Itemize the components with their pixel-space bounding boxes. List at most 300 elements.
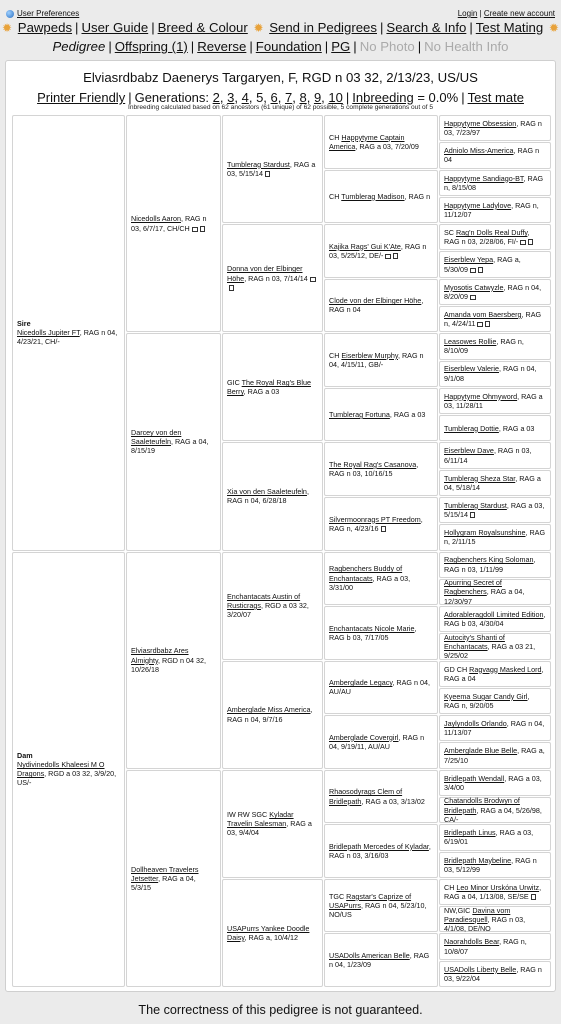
ancestor-text: [17, 328, 120, 346]
printer-friendly-link[interactable]: Printer Friendly: [37, 90, 126, 105]
create-account-link[interactable]: Create new account: [483, 9, 555, 18]
ancestor-text: [329, 787, 433, 805]
ancestor-text: [444, 501, 546, 519]
ancestor-cell-g5: [439, 115, 551, 141]
title-prefix: IW RW SGC: [227, 810, 270, 819]
ancestor-name-link[interactable]: Happytyme Captain America: [329, 132, 405, 151]
ancestor-name-link[interactable]: Apurring Secret of Ragbenchers: [444, 578, 502, 597]
ancestor-name-link[interactable]: Rag'n Dolls Real Duffy: [455, 228, 528, 238]
ancestor-text: [444, 228, 546, 246]
nav-search-info[interactable]: Search & Info: [386, 20, 467, 35]
ancestor-info: , RAG n 03, 5/25/12, DE/-: [329, 241, 427, 260]
ancestor-cell-g5: [439, 688, 551, 714]
reverse-link[interactable]: Reverse: [197, 39, 247, 54]
no-photo-label: No Photo: [359, 39, 415, 54]
ancestor-name-link[interactable]: Adniolo Miss-America: [444, 146, 514, 156]
ancestor-name-link[interactable]: Eiserblew Valerie: [444, 364, 499, 374]
ancestor-text: [17, 760, 120, 788]
ancestor-name-link[interactable]: Tumblerag Stardust: [444, 500, 507, 510]
ancestor-info: , RAG a 03: [498, 423, 535, 433]
ancestor-cell-g4: [324, 224, 438, 278]
ancestor-info: , RAG a, 5/30/09: [444, 255, 521, 274]
ancestor-cell-g5: [439, 415, 551, 441]
ancestor-cell-g5: [439, 170, 551, 196]
ancestor-info: , RAG a 03, 5/15/14: [444, 500, 545, 520]
generation-option-8[interactable]: 8: [299, 90, 307, 105]
nav-breed-colour[interactable]: Breed & Colour: [157, 20, 248, 35]
ancestor-name-link[interactable]: Elviasrdbabz Ares Almighty: [131, 646, 189, 665]
generations-label: Generations:: [134, 90, 210, 105]
ancestor-info: , RAG n 03, 6/7/17, CH/CH: [131, 214, 207, 233]
ancestor-info: , RAG a 03, 3/13/02: [361, 796, 425, 806]
sire-label: Sire: [17, 318, 31, 328]
nav-test-mating[interactable]: Test Mating: [475, 20, 544, 35]
ancestor-text: [444, 828, 546, 846]
ancestor-info: , RAG a 03: [389, 409, 426, 419]
photo-icon[interactable]: [310, 277, 316, 282]
ancestor-cell-g5: [439, 279, 551, 305]
ancestor-text: [444, 883, 546, 901]
ancestor-cell-g4: [324, 552, 438, 606]
ancestor-text: [444, 424, 546, 433]
ancestor-name-link[interactable]: Happytyme Ladylove: [444, 200, 512, 210]
ancestor-text: [444, 856, 546, 874]
ancestor-cell-g2: [126, 333, 221, 550]
nav-send-pedigrees[interactable]: Send in Pedigrees: [269, 20, 377, 35]
ancestor-text: [329, 624, 433, 642]
ancestor-info: , RGD a 03 32, 3/20/07: [227, 600, 309, 620]
ancestor-name-link[interactable]: Nydivinedolls Khaleesi M O Dragons: [17, 760, 105, 779]
ancestor-name-link[interactable]: Happytyme Ohmyword: [444, 391, 518, 401]
ancestor-name-link[interactable]: Bridlepath Wendall: [444, 773, 505, 783]
ancestor-cell-g5: [439, 552, 551, 578]
ancestor-text: [329, 242, 433, 260]
no-health-label: No Health Info: [424, 39, 509, 54]
ancestor-text: [329, 892, 433, 920]
document-icon[interactable]: [200, 226, 205, 232]
ancestor-text: [131, 214, 216, 232]
main-nav: ✹ Pawpeds | User Guide | Breed & Colour ✹ Send in Pedigrees | Search & Info | Test Mating ✹: [2, 20, 559, 35]
ancestor-cell-g4: [324, 824, 438, 878]
ancestor-cell-g5: [439, 142, 551, 168]
ancestor-text: [444, 146, 546, 164]
ancestor-name-link[interactable]: Tumblerag Fortuna: [329, 409, 390, 419]
document-icon[interactable]: [265, 171, 270, 177]
ancestor-info: , RAG n, 8/15/08: [444, 173, 544, 192]
ancestor-name-link[interactable]: Dollheaven Travelers Jetsetter: [131, 864, 199, 883]
ancestor-text: [329, 733, 433, 751]
ancestor-info: , RAG n 03, 7/14/14: [244, 273, 308, 283]
ancestor-name-link[interactable]: Autocity's Shanti of Enchantacats: [444, 632, 505, 651]
ancestor-name-link[interactable]: Myosotis Catwyzle: [444, 282, 504, 292]
ancestor-name-link[interactable]: Eiserblew Murphy: [341, 350, 398, 360]
ancestor-name-link[interactable]: Amberglade Miss America: [227, 705, 311, 715]
ancestor-info: , RAG b 03, 7/17/05: [329, 623, 417, 642]
ancestor-cell-g3: [222, 224, 323, 332]
ancestor-text: [329, 515, 433, 533]
page-title: Elviasrdbabz Daenerys Targaryen, F, RGD n 03 32, 2/13/23, US/US: [83, 70, 478, 85]
ancestor-name-link[interactable]: Ragvagg Masked Lord: [469, 664, 542, 674]
ancestor-cell-g5: [439, 579, 551, 605]
ancestor-text: [444, 119, 546, 137]
ancestor-name-link[interactable]: Adorableragdoll Limited Edition: [444, 610, 544, 619]
ancestor-info: , RAG a 04, 5/18/14: [444, 473, 541, 492]
ancestor-text: [227, 160, 318, 178]
ancestor-cell-g4: [324, 661, 438, 715]
ancestor-info: , RAG n 03, 2/28/06, FI/-: [444, 228, 530, 247]
ancestor-cell-g4: [324, 879, 438, 933]
sun-icon: ✹: [253, 21, 264, 35]
ancestor-cell-g5: [439, 633, 551, 659]
ancestor-text: [444, 692, 546, 710]
ancestor-cell-g5: [439, 470, 551, 496]
ancestor-info: , RAG a 03, 11/28/11: [444, 391, 543, 410]
ancestor-info: , RAG n 04, 9/1/08: [444, 364, 537, 383]
ancestor-cell-g4: [324, 715, 438, 769]
foundation-link[interactable]: Foundation: [255, 39, 322, 54]
ancestor-cell-g4: [324, 933, 438, 987]
ancestor-name-link[interactable]: Leasowes Rollie: [444, 337, 497, 347]
title-prefix: GD CH: [444, 664, 470, 674]
ancestor-info: , RGD a 03 32, 3/9/20, US/-: [17, 769, 117, 788]
ancestor-text: [444, 937, 546, 955]
ancestor-info: , RAG n, 4/23/16: [329, 514, 423, 533]
ancestor-text: [329, 564, 433, 592]
ancestor-info: , RAG a, 7/25/10: [444, 746, 545, 765]
title-prefix: NW,GIC: [444, 905, 473, 915]
ancestor-name-link[interactable]: Kyeema Sugar Candy Girl: [444, 691, 528, 701]
photo-icon[interactable]: [477, 322, 483, 327]
ancestor-info: , RAG a 04, 8/15/19: [131, 437, 209, 456]
ancestor-cell-g3: [222, 552, 323, 660]
ancestor-name-link[interactable]: Chatandolls Brodwyn of Bridlepath: [444, 796, 520, 815]
ancestor-name-link[interactable]: Happytyme Obsession: [444, 118, 517, 128]
ancestor-name-link[interactable]: Hollygram Royalsunshine: [444, 528, 526, 538]
ancestor-cell-g3: [222, 770, 323, 878]
ancestor-info: , RAG n 04, AU/AU: [329, 678, 430, 697]
ancestor-name-link[interactable]: Rhaosodyrags Clem of Bridlepath: [329, 787, 403, 806]
ancestor-text: [444, 965, 546, 983]
ancestor-info: , RAG n 03, 4/1/08, DE/NO: [444, 914, 526, 933]
ancestor-info: , RAG n, 2/11/15: [444, 528, 546, 547]
generation-option-7[interactable]: 7: [285, 90, 293, 105]
ancestor-text: [444, 665, 546, 683]
ancestor-name-link[interactable]: Darcey von den Saaleteufeln: [131, 428, 182, 447]
ancestor-info: , RAG n 04: [329, 296, 424, 315]
ancestor-info: , RAG n 04, 1/23/09: [329, 951, 430, 970]
ancestor-name-link[interactable]: Bridlepath Maybeline: [444, 855, 512, 865]
ancestor-name-link[interactable]: Nicedolls Aaron: [131, 214, 181, 224]
ancestor-cell-g4: [324, 770, 438, 824]
generations-bar: Printer Friendly | Generations: 2, 3, 4, 5, 6, 7, 8, 9, 10 | Inbreeding = 0.0% | Test mate: [37, 90, 524, 105]
ancestor-text: [227, 924, 318, 942]
ancestor-info: , RAG n, 9/20/05: [444, 691, 530, 711]
ancestor-cell-g5: [439, 715, 551, 741]
ancestor-name-link[interactable]: Nicedolls Jupiter FT: [17, 328, 80, 338]
user-preferences-label[interactable]: User Preferences: [17, 9, 80, 18]
ancestor-name-link[interactable]: Ragbenchers Buddy of Enchantacats: [329, 564, 403, 583]
ancestor-name-link[interactable]: Amberglade Covergirl: [329, 732, 399, 742]
user-preferences-link[interactable]: [6, 9, 79, 18]
ancestor-cell-g5: [439, 251, 551, 277]
ancestor-name-link[interactable]: Eiserblew Yepa: [444, 255, 494, 265]
document-icon[interactable]: [485, 321, 490, 327]
ancestor-cell-g5: [439, 906, 551, 932]
generation-option-3[interactable]: 3: [227, 90, 235, 105]
ancestor-cell-g4: [324, 497, 438, 551]
ancestor-text: [227, 487, 318, 505]
globe-icon: [6, 10, 14, 18]
ancestor-info: , RAG n 04, 9/7/16: [227, 705, 313, 724]
dam-cell: [12, 552, 125, 988]
ancestor-name-link[interactable]: Tumblerag Stardust: [227, 159, 290, 169]
ancestor-info: , RAG n 04, 6/28/18: [227, 487, 309, 506]
ancestor-cell-g5: [439, 442, 551, 468]
inbreeding-note: Inbreeding calculated based on 62 ancestors (61 unique) of 62 possible, 5 complete generations out of 5: [128, 104, 433, 111]
document-icon[interactable]: [531, 894, 536, 900]
login-links: Login | Create new account: [457, 9, 555, 18]
generation-option-4[interactable]: 4: [241, 90, 249, 105]
title-prefix: CH: [329, 350, 342, 360]
ancestor-name-link[interactable]: Jaylyndolls Orlando: [444, 719, 507, 729]
ancestor-cell-g5: [439, 197, 551, 223]
ancestor-text: [227, 378, 318, 396]
ancestor-name-link[interactable]: Eiserblew Dave: [444, 446, 494, 456]
ancestor-name-link[interactable]: Xia von den Saaleteufeln: [227, 487, 307, 497]
photo-icon[interactable]: [385, 254, 391, 259]
ancestor-text: [227, 705, 318, 723]
ancestor-text: [329, 842, 433, 860]
ancestor-cell-g5: [439, 770, 551, 796]
ancestor-text: [444, 474, 546, 492]
ancestor-cell-g2: [126, 115, 221, 332]
sire-cell: [12, 115, 125, 551]
ancestor-info: , RAG n 04, 11/13/07: [444, 719, 545, 738]
ancestor-text: [329, 133, 433, 151]
ancestor-info: , RAG n 03, 6/11/14: [444, 446, 532, 465]
ancestor-info: , RAG a 03, 5/15/14: [227, 159, 316, 179]
ancestor-cell-g4: [324, 115, 438, 169]
ancestor-name-link[interactable]: The Royal Rag's Casanova: [329, 459, 417, 469]
document-icon[interactable]: [470, 512, 475, 518]
footer-disclaimer: The correctness of this pedigree is not guaranteed.: [138, 1003, 423, 1017]
ancestor-cell-g4: [324, 606, 438, 660]
ancestor-text: [131, 428, 216, 456]
generation-option-9[interactable]: 9: [313, 90, 322, 105]
photo-icon[interactable]: [520, 240, 526, 245]
ancestor-name-link[interactable]: Bridlepath Mercedes of Kyladar: [329, 841, 429, 851]
ancestor-text: [444, 746, 546, 764]
ancestor-text: [444, 610, 546, 628]
dam-label: Dam: [17, 750, 33, 760]
ancestor-text: [329, 351, 433, 369]
ancestor-cell-g3: [222, 879, 323, 987]
ancestor-info: , RAG n 04, 8/20/09: [444, 282, 542, 301]
sun-icon: ✹: [2, 21, 13, 35]
inbreeding-link[interactable]: Inbreeding: [352, 90, 414, 105]
ancestor-cell-g5: [439, 333, 551, 359]
ancestor-name-link[interactable]: Amberglade Legacy: [329, 678, 393, 688]
ancestor-cell-g5: [439, 879, 551, 905]
photo-icon[interactable]: [470, 295, 476, 300]
ancestor-name-link[interactable]: Ragbenchers King Soloman: [444, 555, 534, 565]
title-prefix: GIC: [227, 378, 242, 388]
ancestor-info: , RAG a 04, 1/13/08, SE/SE: [444, 882, 542, 902]
ancestor-text: [444, 174, 546, 192]
ancestor-name-link[interactable]: USADolls Liberty Belle: [444, 964, 517, 974]
ancestor-info: , RAG n 04, 4/15/11, GB/-: [329, 350, 424, 370]
ancestor-info: , RAG a 03, 6/19/01: [444, 828, 534, 847]
document-icon[interactable]: [381, 526, 386, 532]
ancestor-name-link[interactable]: Donna von der Elbinger Höhe: [227, 264, 303, 283]
ancestor-name-link[interactable]: Tumblerag Sheza Star: [444, 473, 516, 483]
pg-link[interactable]: PG: [331, 39, 351, 54]
ancestor-name-link[interactable]: Amberglade Blue Belle: [444, 746, 518, 756]
ancestor-info: , RAG n 03, 9/22/04: [444, 964, 542, 983]
ancestor-name-link[interactable]: Leo Minor Urskóna Urwitz: [456, 882, 540, 892]
photo-icon[interactable]: [192, 227, 198, 232]
ancestor-cell-g3: [222, 115, 323, 223]
ancestor-text: [444, 283, 546, 301]
ancestor-cell-g3: [222, 333, 323, 441]
photo-icon[interactable]: [470, 268, 476, 273]
ancestor-cell-g2: [126, 552, 221, 769]
title-prefix: CH: [329, 191, 342, 201]
ancestor-cell-g4: [324, 170, 438, 224]
ancestor-info: , RAG n 04, 4/23/21, CH/-: [17, 328, 118, 347]
ancestor-cell-g5: [439, 497, 551, 523]
ancestor-info: , RAG a 04, 12/30/97: [444, 587, 525, 606]
document-icon[interactable]: [528, 239, 533, 245]
ancestor-name-link[interactable]: Kajika Rags' Gui K'Ate: [329, 241, 401, 251]
generation-option-6[interactable]: 6: [270, 90, 278, 105]
document-icon[interactable]: [478, 267, 483, 273]
ancestor-info: , RAG a, 10/4/12: [244, 932, 298, 942]
document-icon[interactable]: [393, 253, 398, 259]
ancestor-cell-g5: [439, 388, 551, 414]
ancestor-info: , RAG a 03, 9/4/04: [227, 819, 312, 838]
ancestor-name-link[interactable]: Davina vom Paradiesquell: [444, 905, 511, 924]
nav-user-guide[interactable]: User Guide: [81, 20, 149, 35]
ancestor-info: , RAG n, 11/12/07: [444, 200, 539, 219]
ancestor-info: , RAG n, 8/10/09: [444, 337, 524, 356]
ancestor-name-link[interactable]: Bridlepath Linus: [444, 828, 496, 838]
ancestor-info: , RAG n: [404, 191, 431, 201]
pedigree-nav: Pedigree | Offspring (1) | Reverse | Foundation | PG | No Photo | No Health Info: [52, 39, 509, 54]
ancestor-text: [329, 296, 433, 314]
ancestor-cell-g5: [439, 224, 551, 250]
ancestor-text: [131, 865, 216, 893]
ancestor-cell-g5: [439, 306, 551, 332]
ancestor-name-link[interactable]: Tumblerag Madison: [341, 191, 405, 201]
ancestor-name-link[interactable]: Amanda vom Baersberg: [444, 309, 522, 319]
ancestor-text: [444, 528, 546, 546]
ancestor-cell-g4: [324, 442, 438, 496]
ancestor-name-link[interactable]: Tumblerag Dottie: [444, 423, 499, 433]
ancestor-info: , RAG a 04: [444, 664, 544, 683]
ancestor-info: , RAG n 03, 10/16/15: [329, 459, 419, 479]
ancestor-cell-g5: [439, 661, 551, 687]
ancestor-text: [444, 578, 546, 606]
ancestor-text: [329, 410, 433, 419]
ancestor-cell-g3: [222, 442, 323, 550]
ancestor-name-link[interactable]: Naorahdolls Bear: [444, 937, 500, 947]
document-icon[interactable]: [229, 285, 234, 291]
ancestor-text: [444, 446, 546, 464]
pedigree-panel: [5, 60, 556, 992]
ancestor-name-link[interactable]: Enchantacats Nicole Marie: [329, 623, 415, 633]
ancestor-cell-g5: [439, 742, 551, 768]
ancestor-text: [444, 337, 546, 355]
generation-option-5: 5: [256, 90, 264, 105]
ancestor-name-link[interactable]: Happytyme Sandiago-BT: [444, 173, 524, 183]
generation-option-2[interactable]: 2: [212, 90, 220, 105]
ancestor-info: , RAG n 03, 1/11/99: [444, 555, 536, 574]
ancestor-cell-g5: [439, 824, 551, 850]
login-link[interactable]: Login: [457, 9, 478, 18]
ancestor-info: , RAG n 03, 3/16/03: [329, 841, 431, 861]
generation-option-10[interactable]: 10: [328, 90, 343, 105]
ancestor-text: [227, 592, 318, 620]
ancestor-text: [444, 774, 546, 792]
ancestor-text: [329, 192, 433, 201]
ancestor-cell-g5: [439, 933, 551, 959]
ancestor-cell-g5: [439, 961, 551, 987]
ancestor-text: [444, 201, 546, 219]
ancestor-name-link[interactable]: Silvermoonrags PT Freedom: [329, 514, 421, 524]
ancestor-info: , RAG n 04, 9/19/11, AU/AU: [329, 732, 425, 751]
ancestor-cell-g4: [324, 279, 438, 333]
ancestor-text: [444, 364, 546, 382]
ancestor-name-link[interactable]: USADolls American Belle: [329, 951, 410, 961]
ancestor-name-link[interactable]: Enchantacats Austin of Rusticrags: [227, 591, 301, 610]
test-mate-link[interactable]: Test mate: [467, 90, 524, 105]
ancestor-text: [329, 460, 433, 478]
title-prefix: TGC: [329, 891, 347, 901]
sun-icon: ✹: [548, 21, 559, 35]
nav-pawpeds[interactable]: Pawpeds: [17, 20, 73, 35]
ancestor-name-link[interactable]: Clode von der Elbinger Höhe: [329, 296, 422, 306]
ancestor-text: [329, 678, 433, 696]
ancestor-cell-g2: [126, 770, 221, 987]
ancestor-text: [444, 796, 546, 824]
ancestor-info: , RAG n, 10/8/07: [444, 937, 527, 956]
ancestor-info: , RAG n 03, 5/12/99: [444, 855, 537, 874]
ancestor-name-link[interactable]: USAPurrs Yankee Doodle Daisy: [227, 923, 310, 942]
ancestor-info: , RAG a 03, 7/20/09: [355, 141, 419, 151]
ancestor-text: [329, 951, 433, 969]
ancestor-cell-g4: [324, 333, 438, 387]
ancestor-name-link[interactable]: The Royal Rag's Blue Berry: [227, 378, 311, 397]
ancestor-cell-g5: [439, 797, 551, 823]
ancestor-info: , RAG a 03, 3/31/00: [329, 573, 411, 592]
ancestor-text: [227, 264, 318, 292]
ancestor-info: , RAG a 04, 5/3/15: [131, 873, 196, 892]
ancestor-info: , RAG a 03 21, 9/25/02: [444, 641, 536, 661]
ancestor-info: , RAG a 03, 3/4/00: [444, 773, 542, 792]
ancestor-cell-g5: [439, 524, 551, 550]
ancestor-name-link[interactable]: Kyladar Travelin Salesman: [227, 810, 294, 829]
offspring-link[interactable]: Offspring (1): [114, 39, 188, 54]
title-prefix: CH: [444, 882, 457, 892]
ancestor-info: , RAG n 03, 7/23/97: [444, 118, 542, 138]
ancestor-text: [444, 719, 546, 737]
ancestor-text: [444, 633, 546, 661]
ancestor-info: , RAG a 03: [243, 387, 280, 397]
ancestor-info: , RGD n 04 32, 10/26/18: [131, 655, 206, 674]
ancestor-info: , RAG n 04, 5/23/10, NO/US: [329, 901, 427, 920]
ancestor-name-link[interactable]: Ragstar's Caprize of USAPurrs: [329, 891, 412, 911]
